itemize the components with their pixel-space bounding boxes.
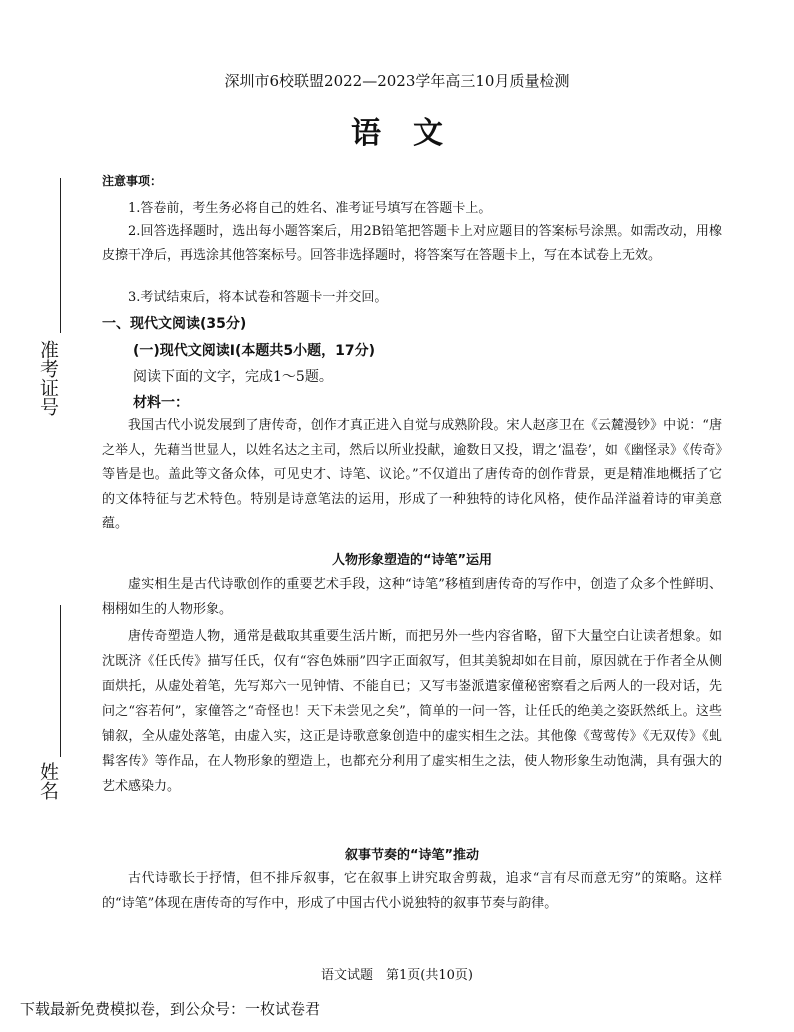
exam-id-label: 准考证号 [37,340,59,416]
passage-heading-2: 叙事节奏的“诗笔”推动 [344,848,480,863]
notice-item-1: 1.答卷前，考生务必将自己的姓名、准考证号填写在答题卡上。 [128,201,492,216]
passage-paragraph-2: 虚实相生是古代诗歌创作的重要艺术手段，这种“诗笔”移植到唐传奇的写作中，创造了众多个性鲜明、栩栩如生的人物形象。 [102,577,722,617]
reading-instruction: 阅读下面的文字，完成1～5题。 [133,369,333,385]
binding-line-middle [60,605,61,757]
passage-heading-1: 人物形象塑造的“诗笔”运用 [331,553,493,568]
passage-paragraph-1: 我国古代小说发展到了唐传奇，创作才真正进入自觉与成熟阶段。宋人赵彦卫在《云麓漫钞》中说：“唐之举人，先藉当世显人，以姓名达之主司，然后以所业投献，逾数日又投，谓之‘温卷’，如《幽怪录》《传奇》等皆是也。盖此等文备众体，可见史才、诗笔、议论。”不仅道出了唐传奇的创作背景，更是精准地概括了它的文体特征与艺术特色。特别是诗意笔法的运用，形成了一种独特的诗化风格，使作品洋溢着诗的审美意蕴。 [102,418,722,531]
name-label: 姓名 [37,762,59,800]
passage-paragraph-4: 古代诗歌长于抒情，但不排斥叙事，它在叙事上讲究取舍剪裁，追求“言有尽而意无穷”的策略。这样的“诗笔”体现在唐传奇的写作中，形成了中国古代小说独特的叙事节奏与韵律。 [102,871,722,911]
section-title: 一、现代文阅读(35分) [102,316,247,332]
subsection-title: (一)现代文阅读Ⅰ(本题共5小题，17分) [133,343,376,359]
download-watermark: 下载最新免费模拟卷，到公众号：一枚试卷君 [20,1000,321,1018]
page-footer: 语文试题 第1页(共10页) [321,968,473,983]
material-label: 材料一： [133,395,189,411]
exam-title: 深圳市6校联盟2022—2023学年高三10月质量检测 [224,72,570,90]
passage-paragraph-3: 唐传奇塑造人物，通常是截取其重要生活片断，而把另外一些内容省略，留下大量空白让读者想象。如沈既济《任氏传》描写任氏，仅有“容色姝丽”四字正面叙写，但其美貌却如在目前，原因就在于作者全从侧面烘托，从虚处着笔，先写郑六一见钟情、不能自已；又写韦崟派遣家僮秘密察看之后两人的一段对话，先问之“容若何”，家僮答之“奇怪也！天下未尝见之矣”，简单的一问一答，让任氏的绝美之姿跃然纸上。这些铺叙，全从虚处落笔，由虚入实，这正是诗歌意象创造中的虚实相生之法。其他像《莺莺传》《无双传》《虬髯客传》等作品，在人物形象的塑造上，也都充分利用了虚实相生之法，使人物形象生动饱满，具有强大的艺术感染力。 [102,629,722,794]
notice-item-2: 2.回答选择题时，选出每小题答案后，用2B铅笔把答题卡上对应题目的答案标号涂黑。如需改动，用橡皮擦干净后，再选涂其他答案标号。回答非选择题时，将答案写在答题卡上，写在本试卷上无效。 [102,224,722,263]
subject-title: 语文 [351,116,475,151]
notice-heading: 注意事项： [102,174,163,188]
notice-item-3: 3.考试结束后，将本试卷和答题卡一并交回。 [128,290,388,305]
binding-line-top [60,178,61,333]
